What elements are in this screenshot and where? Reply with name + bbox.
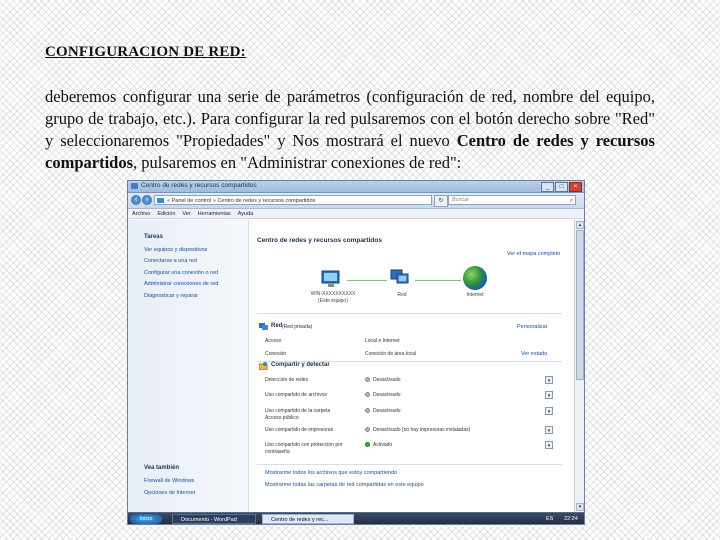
printer-sharing-value: Desactivado (no hay impresoras instaladas) bbox=[373, 427, 471, 433]
customize-link[interactable]: Personalizar bbox=[517, 324, 548, 330]
taskbar-item-network-center[interactable]: Centro de redes y rec... bbox=[262, 514, 354, 524]
maximize-button[interactable]: □ bbox=[555, 182, 568, 192]
refresh-icon[interactable]: ↻ bbox=[434, 195, 448, 207]
slide-body-text bbox=[45, 86, 655, 174]
status-on-icon bbox=[365, 442, 370, 447]
view-status-link[interactable]: Ver estado bbox=[521, 351, 548, 357]
discovery-value: Desactivado bbox=[373, 377, 401, 383]
expand-password-sharing-button[interactable]: ▾ bbox=[545, 441, 553, 449]
printer-sharing-status bbox=[365, 427, 470, 433]
scroll-up-icon[interactable]: ▴ bbox=[576, 221, 584, 229]
forward-arrow-icon[interactable]: › bbox=[142, 195, 152, 205]
folder-icon bbox=[157, 198, 164, 203]
screenshot-window bbox=[127, 180, 585, 525]
status-off-icon bbox=[365, 392, 370, 397]
start-button[interactable]: Inicio bbox=[130, 514, 162, 524]
status-off-icon bbox=[365, 427, 370, 432]
search-icon[interactable]: ⌕ bbox=[569, 198, 573, 204]
network-icon bbox=[389, 268, 411, 286]
search-input[interactable] bbox=[448, 195, 576, 205]
see-also-internet-options[interactable]: Opciones de Internet bbox=[144, 490, 196, 496]
address-bar bbox=[128, 193, 584, 209]
clock[interactable]: 22:24 bbox=[564, 516, 578, 522]
body-text-part1: deberemos configurar una serie de parámetros (configuración de red, nombre del equipo, grupo de trabajo, etc.). Para configurar la red pulsaremos con el botón derecho sobre "Red" y seleccionaremos "Propiedades" y Nos mostrará el nuevo bbox=[45, 87, 655, 150]
connection-value: Conexión de área local bbox=[365, 351, 417, 357]
public-folder-label: Uso compartido de la carpeta bbox=[265, 408, 331, 414]
link-line-1 bbox=[347, 280, 387, 281]
vertical-scrollbar[interactable] bbox=[574, 220, 585, 512]
page-title: Centro de redes y recursos compartidos bbox=[257, 237, 382, 244]
show-shared-folders-link[interactable]: Mostrarme todas las carpetas de red compartidas en este equipo bbox=[265, 482, 424, 488]
divider bbox=[257, 464, 562, 465]
password-sharing-value: Activado bbox=[373, 442, 393, 448]
access-label: Acceso bbox=[265, 338, 282, 344]
file-sharing-value: Desactivado bbox=[373, 392, 401, 398]
expand-file-sharing-button[interactable]: ▾ bbox=[545, 391, 553, 399]
task-link-view-devices[interactable]: Ver equipos y dispositivos bbox=[144, 247, 208, 253]
menu-ayuda[interactable]: Ayuda bbox=[237, 211, 254, 217]
printer-sharing-label: Uso compartido de impresoras bbox=[265, 427, 334, 433]
scroll-down-icon[interactable]: ▾ bbox=[576, 503, 584, 511]
network-name: Red bbox=[271, 323, 283, 329]
password-sharing-label: Uso compartido con protección por bbox=[265, 442, 343, 448]
body-text-bold: Centro de redes y recursos compartidos bbox=[45, 131, 655, 172]
access-value: Local e Internet bbox=[365, 338, 400, 344]
expand-discovery-button[interactable]: ▾ bbox=[545, 376, 553, 384]
file-sharing-status bbox=[365, 392, 401, 398]
network-type: (Red privada) bbox=[282, 324, 313, 330]
internet-label: Internet bbox=[466, 292, 484, 298]
expand-public-folder-button[interactable]: ▾ bbox=[545, 407, 553, 415]
expand-printer-sharing-button[interactable]: ▾ bbox=[545, 426, 553, 434]
taskbar bbox=[128, 512, 584, 525]
window-titlebar[interactable] bbox=[128, 181, 584, 193]
minimize-button[interactable]: _ bbox=[541, 182, 554, 192]
task-link-diagnose[interactable]: Diagnosticar y reparar bbox=[144, 293, 199, 299]
sharing-title: Compartir y detectar bbox=[271, 362, 330, 368]
see-also-firewall[interactable]: Firewall de Windows bbox=[144, 478, 195, 484]
menu-bar bbox=[128, 209, 584, 219]
status-off-icon bbox=[365, 408, 370, 413]
discovery-label: Detección de redes bbox=[265, 377, 309, 383]
tasks-pane bbox=[128, 220, 249, 512]
sharing-icon bbox=[259, 362, 268, 370]
computer-sublabel: (Este equipo) bbox=[318, 298, 348, 304]
task-link-connect[interactable]: Conectarse a una red bbox=[144, 258, 197, 264]
address-text: « Panel de control » Centro de redes y recursos compartidos bbox=[167, 198, 316, 204]
task-link-setup-connection[interactable]: Configurar una conexión o red bbox=[144, 270, 218, 276]
discovery-status bbox=[365, 377, 401, 383]
back-arrow-icon[interactable]: ‹ bbox=[131, 195, 141, 205]
main-pane bbox=[249, 220, 574, 512]
network-label: Red bbox=[397, 292, 407, 298]
network-small-icon bbox=[259, 323, 268, 330]
search-placeholder: Buscar bbox=[452, 197, 470, 203]
public-folder-label-2: Acceso público bbox=[265, 415, 299, 421]
file-sharing-label: Uso compartido de archivos bbox=[265, 392, 327, 398]
status-off-icon bbox=[365, 377, 370, 382]
menu-archivo[interactable]: Archivo bbox=[132, 211, 151, 217]
scrollbar-thumb[interactable] bbox=[576, 230, 584, 380]
internet-globe-icon bbox=[463, 266, 487, 290]
task-link-manage-connections[interactable]: Administrar conexiones de red bbox=[144, 281, 219, 287]
close-button[interactable]: × bbox=[569, 182, 582, 192]
see-also-heading: Vea también bbox=[144, 465, 180, 471]
computer-icon bbox=[321, 270, 343, 288]
body-text-part2: , pulsaremos en "Administrar conexiones de red": bbox=[133, 153, 462, 172]
network-center-icon bbox=[131, 183, 138, 189]
menu-herramientas[interactable]: Herramientas bbox=[197, 211, 231, 217]
address-field[interactable] bbox=[154, 195, 432, 205]
window-controls bbox=[541, 182, 582, 192]
divider bbox=[257, 313, 562, 314]
password-sharing-status bbox=[365, 442, 392, 448]
menu-ver[interactable]: Ver bbox=[182, 211, 191, 217]
connection-label: Conexión bbox=[265, 351, 287, 357]
full-map-link[interactable]: Ver el mapa completo bbox=[507, 251, 561, 257]
menu-edicion[interactable]: Edición bbox=[157, 211, 176, 217]
tasks-heading: Tareas bbox=[144, 234, 163, 240]
public-folder-value: Desactivado bbox=[373, 408, 401, 414]
link-line-2 bbox=[415, 280, 461, 281]
taskbar-item-wordpad[interactable]: Documento - WordPad bbox=[172, 514, 256, 524]
password-sharing-label-2: contraseña bbox=[265, 449, 290, 455]
show-shared-files-link[interactable]: Mostrarme todos los archivos que estoy compartiendo bbox=[265, 470, 398, 476]
public-folder-status bbox=[365, 408, 401, 414]
language-indicator[interactable]: ES bbox=[546, 516, 554, 522]
slide-heading: CONFIGURACION DE RED: bbox=[45, 44, 246, 60]
window-title: Centro de redes y recursos compartidos bbox=[141, 182, 257, 189]
computer-name: WIN-XXXXXXXXXX bbox=[310, 291, 356, 297]
